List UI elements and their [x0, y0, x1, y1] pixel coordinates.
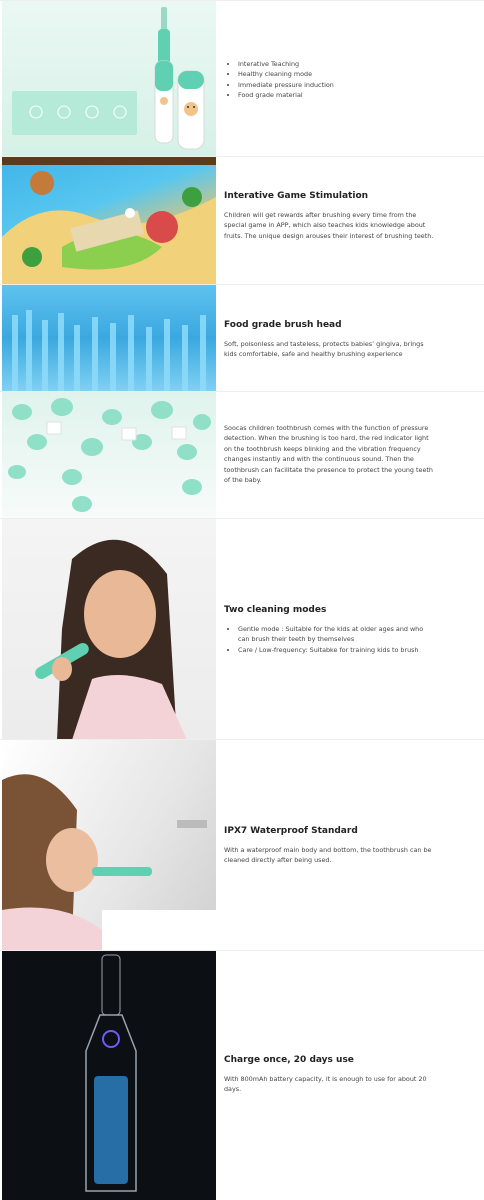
section-body: With a waterproof main body and bottom, the toothbrush can be cleaned directly after being used. — [224, 846, 432, 865]
game-screenshot-image — [2, 157, 216, 284]
section-body: With 800mAh battery capacity, it is enough to use for about 20 days. — [224, 1075, 427, 1094]
list-item: • Healthy cleaning mode — [238, 69, 434, 79]
list-item: • Care / Low-frequency: Suitabke for training kids to brush — [238, 645, 434, 655]
section-title: Charge once, 20 days use — [224, 1055, 354, 1065]
section-title: Interative Game Stimulation — [224, 191, 369, 201]
section-body: Soocas children toothbrush comes with the function of pressure detection. When the brushing is too hard, the red indicator light on the toothbrush keeps blinking and the vibration frequency changes instantly and with the continuous sound. Then the toothbrush can facilitate the presence to protect the young teeth of the baby. — [224, 424, 433, 485]
list-item: • Food grade material — [238, 90, 434, 100]
list-item: • Immediate pressure induction — [238, 80, 434, 90]
feature-list — [224, 59, 434, 101]
section-waterproof — [0, 739, 484, 950]
section-title: IPX7 Waterproof Standard — [224, 826, 358, 836]
girl-brushing-image — [2, 519, 216, 739]
section-features — [0, 0, 484, 156]
bristles-image — [2, 285, 216, 391]
girl-washing-image — [2, 740, 216, 950]
section-body: Children will get rewards after brushing every time from the special game in APP, which also teaches kids knowledge about fruits. The unique design arouses their interest of brushing teeth. — [224, 211, 434, 240]
battery-xray-image — [2, 951, 216, 1200]
section-battery — [0, 950, 484, 1200]
section-cleaning-modes — [0, 518, 484, 739]
toothbrush-illustration — [2, 1, 216, 156]
section-body: Soft, poisonless and tasteless, protects babies’ gingiva, brings kids comfortable, safe and healthy brushing experience — [224, 340, 424, 359]
list-item: • Gentle mode : Suitable for the kids at older ages and who can brush their teeth by themselves — [238, 624, 434, 645]
beads-image — [2, 392, 216, 518]
section-title: Food grade brush head — [224, 320, 342, 330]
modes-list — [224, 624, 434, 655]
section-game — [0, 156, 484, 284]
list-item: • Interative Teaching — [238, 59, 434, 69]
section-pressure — [0, 391, 484, 518]
section-brush-head — [0, 284, 484, 391]
section-title: Two cleaning modes — [224, 605, 327, 615]
product-image-toothbrush — [2, 1, 216, 156]
